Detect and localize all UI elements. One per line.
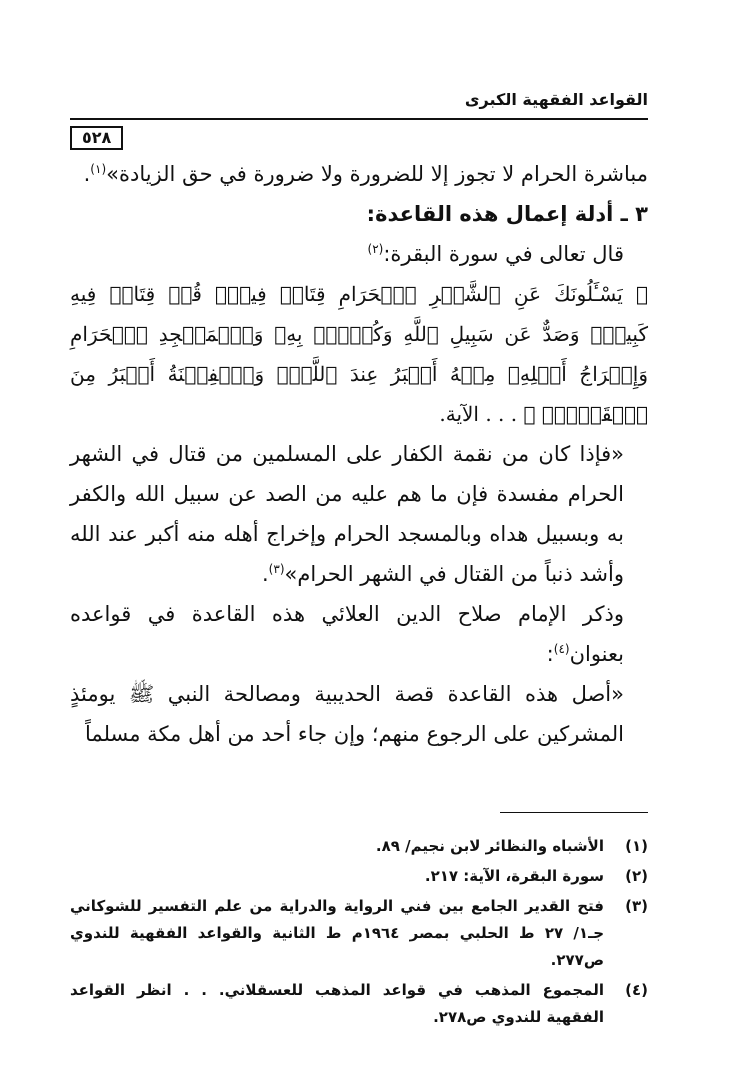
page-number-row <box>70 126 648 150</box>
quran-verse-text: ﴿ يَسْـَٔلُونَكَ عَنِ ٱلشَّهۡرِ ٱلۡحَرَامِ قِتَالٖ فِيهِۖ قُلۡ قِتَالٞ فِيهِ كَبِيرٞۚ وَصَدٌّ عَن سَبِيلِ ٱللَّهِ وَكُفۡرُۢ بِهِۦ وَٱلۡمَسۡجِدِ ٱلۡحَرَامِ وَإِخۡرَاجُ أَهۡلِهِۦ مِنۡهُ أَكۡبَرُ عِندَ ٱللَّهِۚ وَٱلۡفِتۡنَةُ أَكۡبَرُ مِنَ ٱلۡقَتۡلِۗ ﴾ <box>70 282 648 426</box>
paragraph-2 <box>70 234 648 274</box>
footnote-number: (١) <box>625 837 648 855</box>
footnote-4 <box>70 977 648 1031</box>
running-title: القواعد الفقهية الكبرى <box>464 90 648 109</box>
page <box>70 88 648 1034</box>
footnote-text: المجموع المذهب في قواعد المذهب للعسقلاني. . . انظر القواعد الفقهية للندوي ص٢٧٨. <box>70 981 604 1026</box>
paragraph-1 <box>70 154 648 194</box>
paragraph-4-text: وذكر الإمام صلاح الدين العلائي هذه القاعدة في قواعده بعنوان <box>70 602 624 666</box>
body-text <box>70 154 648 754</box>
page-number: ٥٢٨ <box>70 126 123 150</box>
paragraph-4 <box>70 594 648 674</box>
paragraph-1-end: . <box>83 162 91 186</box>
paragraph-3 <box>70 434 648 594</box>
paragraph-3-text: «فإذا كان من نقمة الكفار على المسلمين من قتال في الشهر الحرام مفسدة فإن ما هم عليه من الصد عن سبيل الله والكفر به وبسبيل هداه وبالمسجد الحرام وإخراج أهله منه أكبر عند الله وأشد ذنباً من القتال في الشهر الحرام» <box>70 442 624 586</box>
paragraph-3-end: . <box>261 562 269 586</box>
footnote-2 <box>70 863 648 890</box>
quran-verse-tail: . . . الآية. <box>439 402 524 426</box>
quran-verse <box>70 274 648 434</box>
section-heading: ٣ ـ أدلة إعمال هذه القاعدة: <box>366 202 648 226</box>
footnote-number: (٢) <box>625 867 648 885</box>
paragraph-2-text: قال تعالى في سورة البقرة: <box>383 242 624 266</box>
footnote-separator <box>500 812 648 813</box>
paragraph-1-text: مباشرة الحرام لا تجوز إلا للضرورة ولا ضرورة في حق الزيادة» <box>106 162 648 186</box>
footnotes <box>70 833 648 1031</box>
paragraph-4-end: : <box>546 642 554 666</box>
footnote-3 <box>70 893 648 974</box>
footnote-ref-1[interactable]: (١) <box>90 162 107 176</box>
footnote-ref-2[interactable]: (٢) <box>367 242 384 256</box>
footnote-text: الأشباه والنظائر لابن نجيم/ ٨٩. <box>375 837 604 855</box>
paragraph-5: «أصل هذه القاعدة قصة الحديبية ومصالحة النبي ﷺ يومئذٍ المشركين على الرجوع منهم؛ وإن جاء أحد من أهل مكة مسلماً <box>70 682 624 746</box>
footnote-number: (٣) <box>625 897 648 915</box>
footnote-number: (٤) <box>625 981 648 999</box>
footnote-1 <box>70 833 648 860</box>
page-header <box>70 88 648 120</box>
footnote-text: فتح القدير الجامع بين فني الرواية والدراية من علم التفسير للشوكاني جـ١/ ٢٧ ط الحلبي بمصر ١٩٦٤م ط الثانية والقواعد الفقهية للندوي ص٢٧٧. <box>70 897 604 969</box>
footnote-text: سورة البقرة، الآية: ٢١٧. <box>424 867 604 885</box>
footnote-ref-3[interactable]: (٣) <box>268 562 285 576</box>
footnote-ref-4[interactable]: (٤) <box>553 642 570 656</box>
